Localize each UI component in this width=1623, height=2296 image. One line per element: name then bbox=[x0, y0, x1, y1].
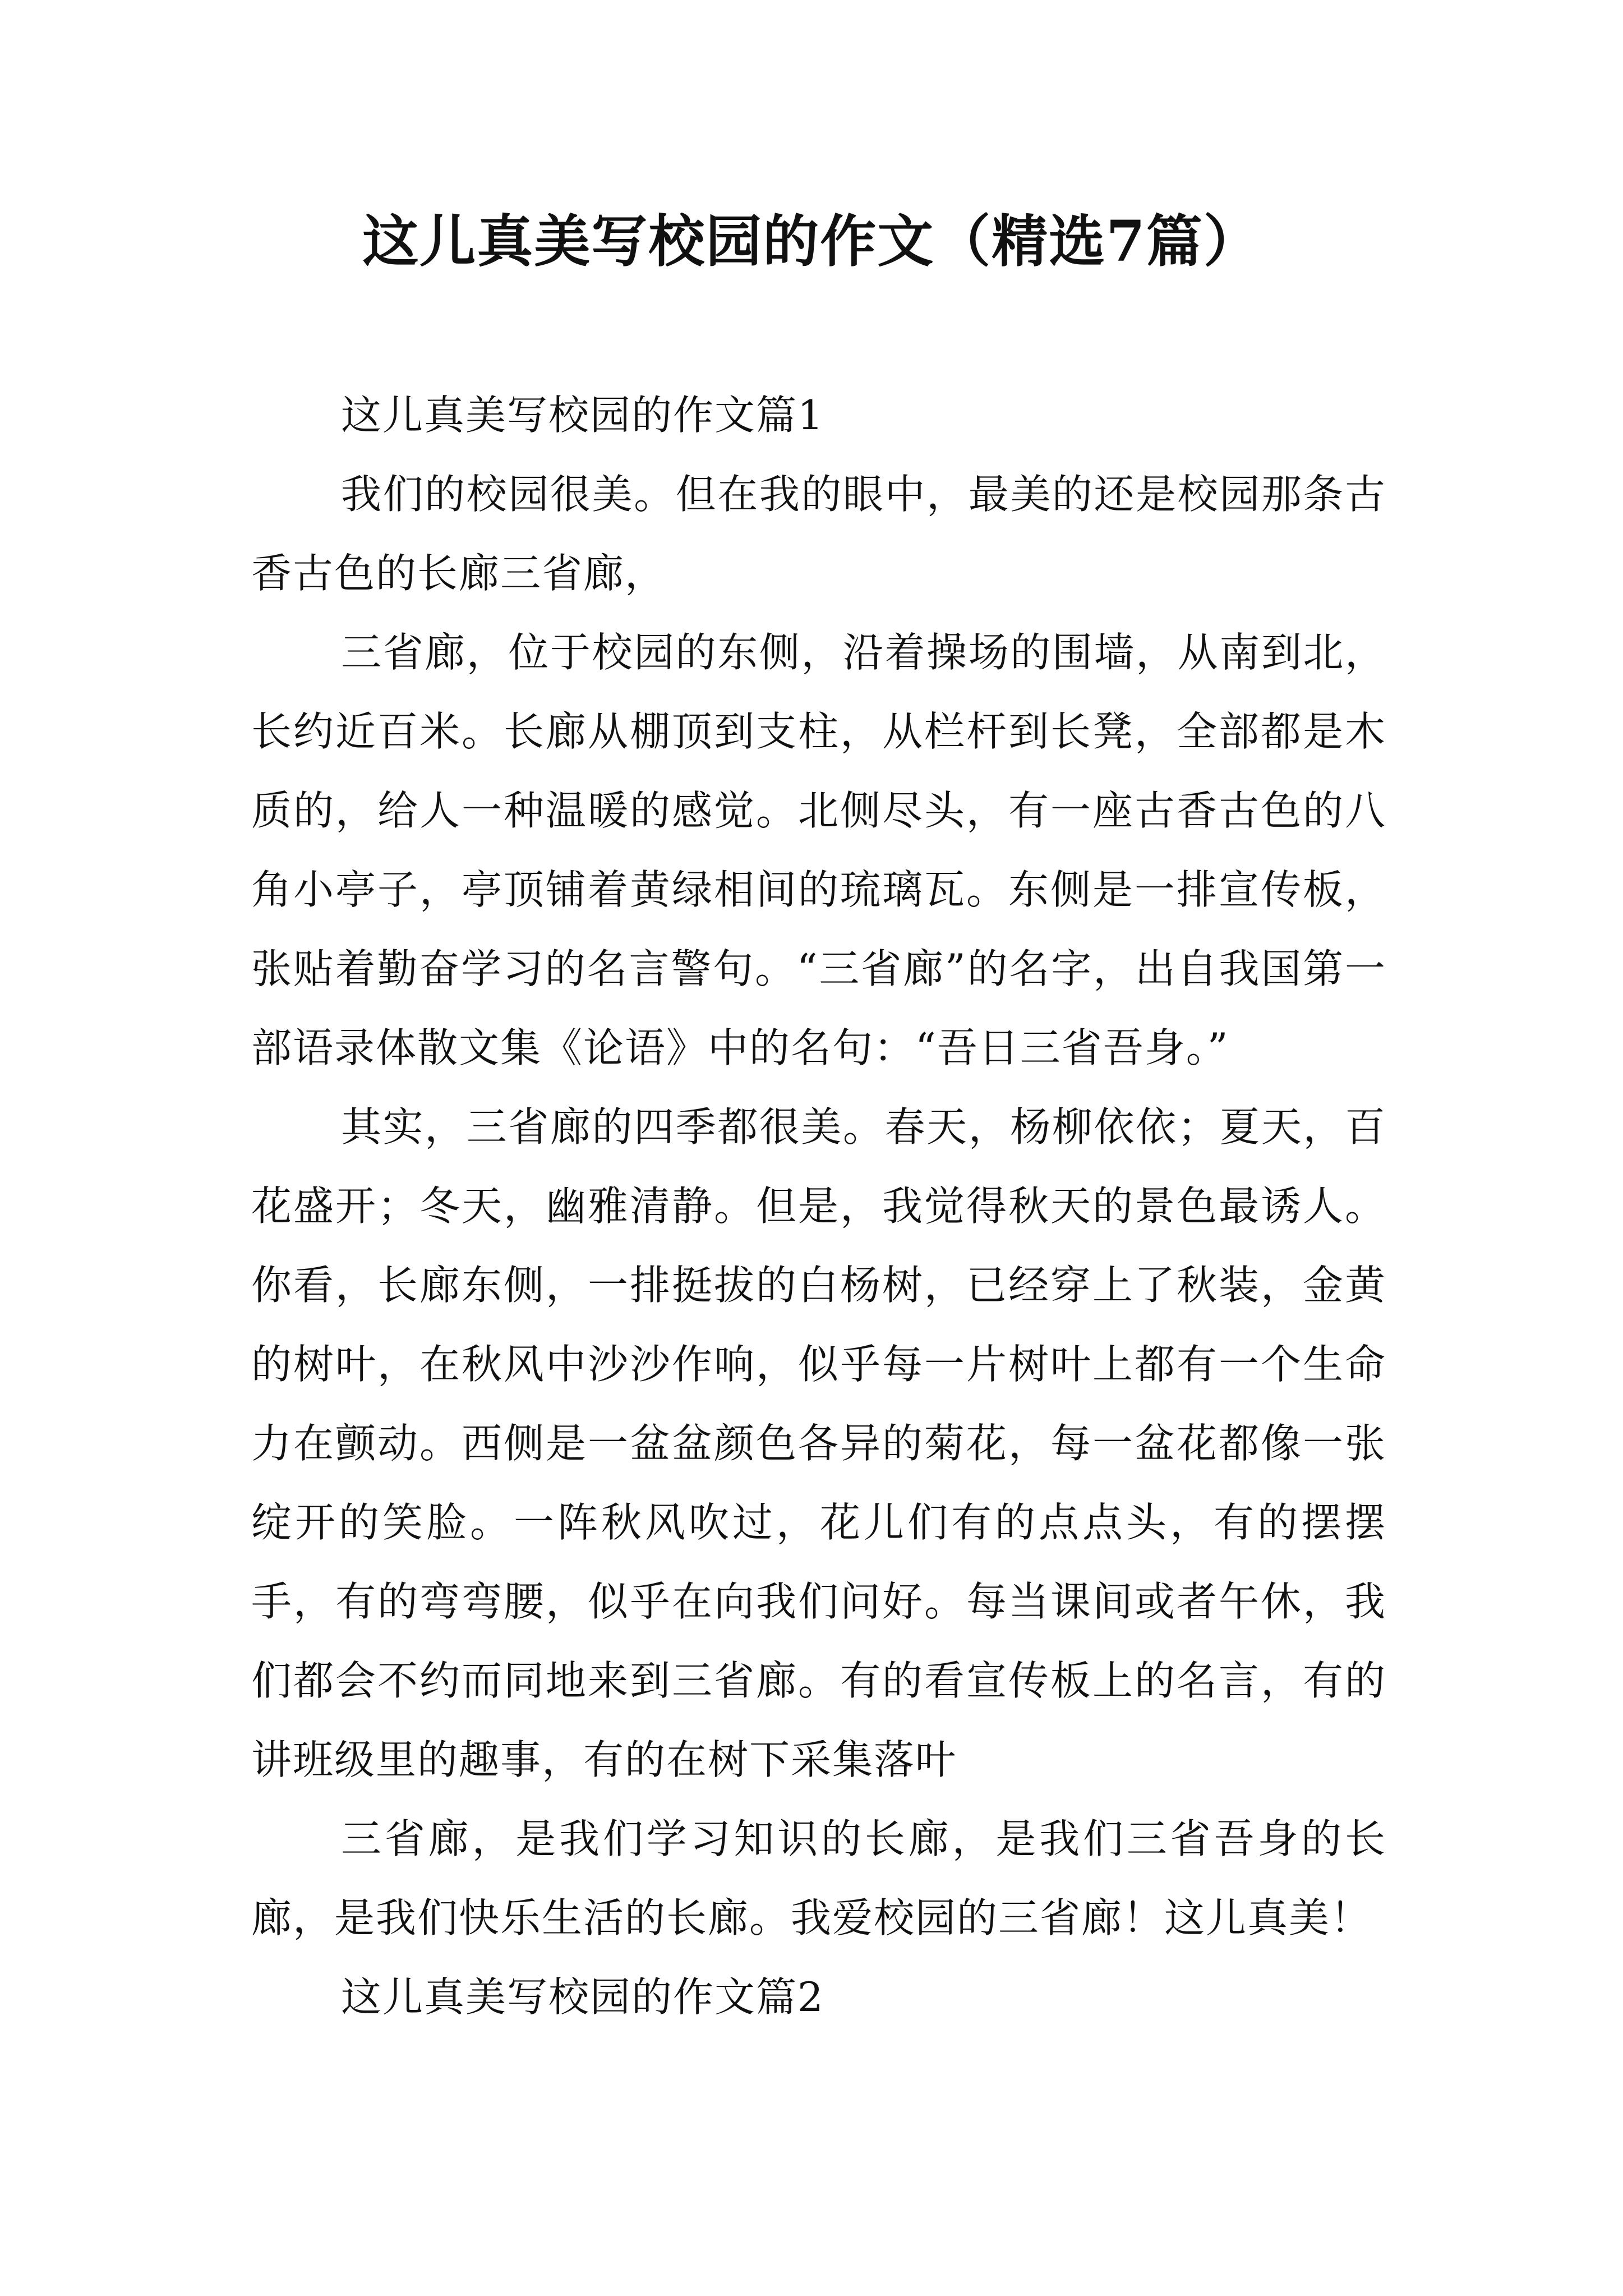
paragraph-1: 我们的校园很美。但在我的眼中，最美的还是校园那条古香古色的长廊三省廊， bbox=[251, 471, 1386, 597]
document-body bbox=[251, 376, 1386, 2037]
paragraph-3: 其实，三省廊的四季都很美。春天，杨柳依依；夏天，百花盛开；冬天，幽雅清静。但是，我觉得秋天的景色最诱人。你看，长廊东侧，一排挺拔的白杨树，已经穿上了秋装，金黄的树叶，在秋风中沙沙作响，似乎每一片树叶上都有一个生命力在颤动。西侧是一盆盆颜色各异的菊花，每一盆花都像一张绽开的笑脸。一阵秋风吹过，花儿们有的点点头，有的摆摆手，有的弯弯腰，似乎在向我们问好。每当课间或者午休，我们都会不约而同地来到三省廊。有的看宣传板上的名言，有的讲班级里的趣事，有的在树下采集落叶 bbox=[251, 1103, 1386, 1783]
document-title: 这儿真美写校园的作文（精选7篇） bbox=[362, 208, 1261, 274]
section-heading-2: 这儿真美写校园的作文篇2 bbox=[341, 1973, 824, 2021]
paragraph-4: 三省廊，是我们学习知识的长廊，是我们三省吾身的长廊，是我们快乐生活的长廊。我爱校园的三省廊！这儿真美！ bbox=[251, 1815, 1386, 1941]
paragraph-2: 三省廊，位于校园的东侧，沿着操场的围墙，从南到北，长约近百米。长廊从棚顶到支柱，从栏杆到长凳，全部都是木质的，给人一种温暖的感觉。北侧尽头，有一座古香古色的八角小亭子，亭顶铺着黄绿相间的琉璃瓦。东侧是一排宣传板，张贴着勤奋学习的名言警句。“三省廊”的名字，出自我国第一部语录体散文集《论语》中的名句：“吾日三省吾身。” bbox=[251, 629, 1386, 1071]
section-heading-1: 这儿真美写校园的作文篇1 bbox=[341, 392, 824, 439]
